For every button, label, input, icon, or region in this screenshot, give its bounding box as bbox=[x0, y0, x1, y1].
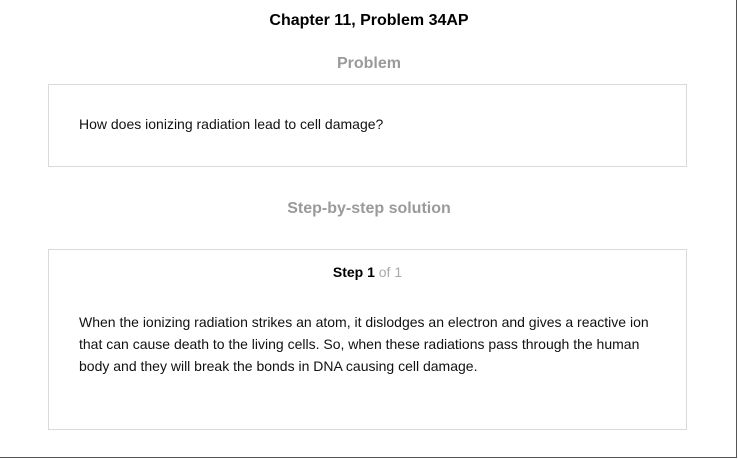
step-indicator bbox=[49, 264, 686, 280]
step-count: of 1 bbox=[378, 264, 403, 280]
step-text: When the ionizing radiation strikes an atom, it dislodges an electron and gives a reactive ion that can cause death to the living cells. So, when these radiations pass through the human body and they will break the bonds in DNA causing cell damage. bbox=[79, 314, 649, 374]
step-label: Step 1 bbox=[332, 264, 375, 280]
problem-card bbox=[48, 84, 687, 167]
problem-text: How does ionizing radiation lead to cell damage? bbox=[79, 116, 384, 132]
step-card bbox=[48, 249, 687, 430]
problem-heading: Problem bbox=[336, 55, 401, 72]
solution-heading: Step-by-step solution bbox=[287, 200, 451, 217]
page-title: Chapter 11, Problem 34AP bbox=[269, 12, 469, 29]
